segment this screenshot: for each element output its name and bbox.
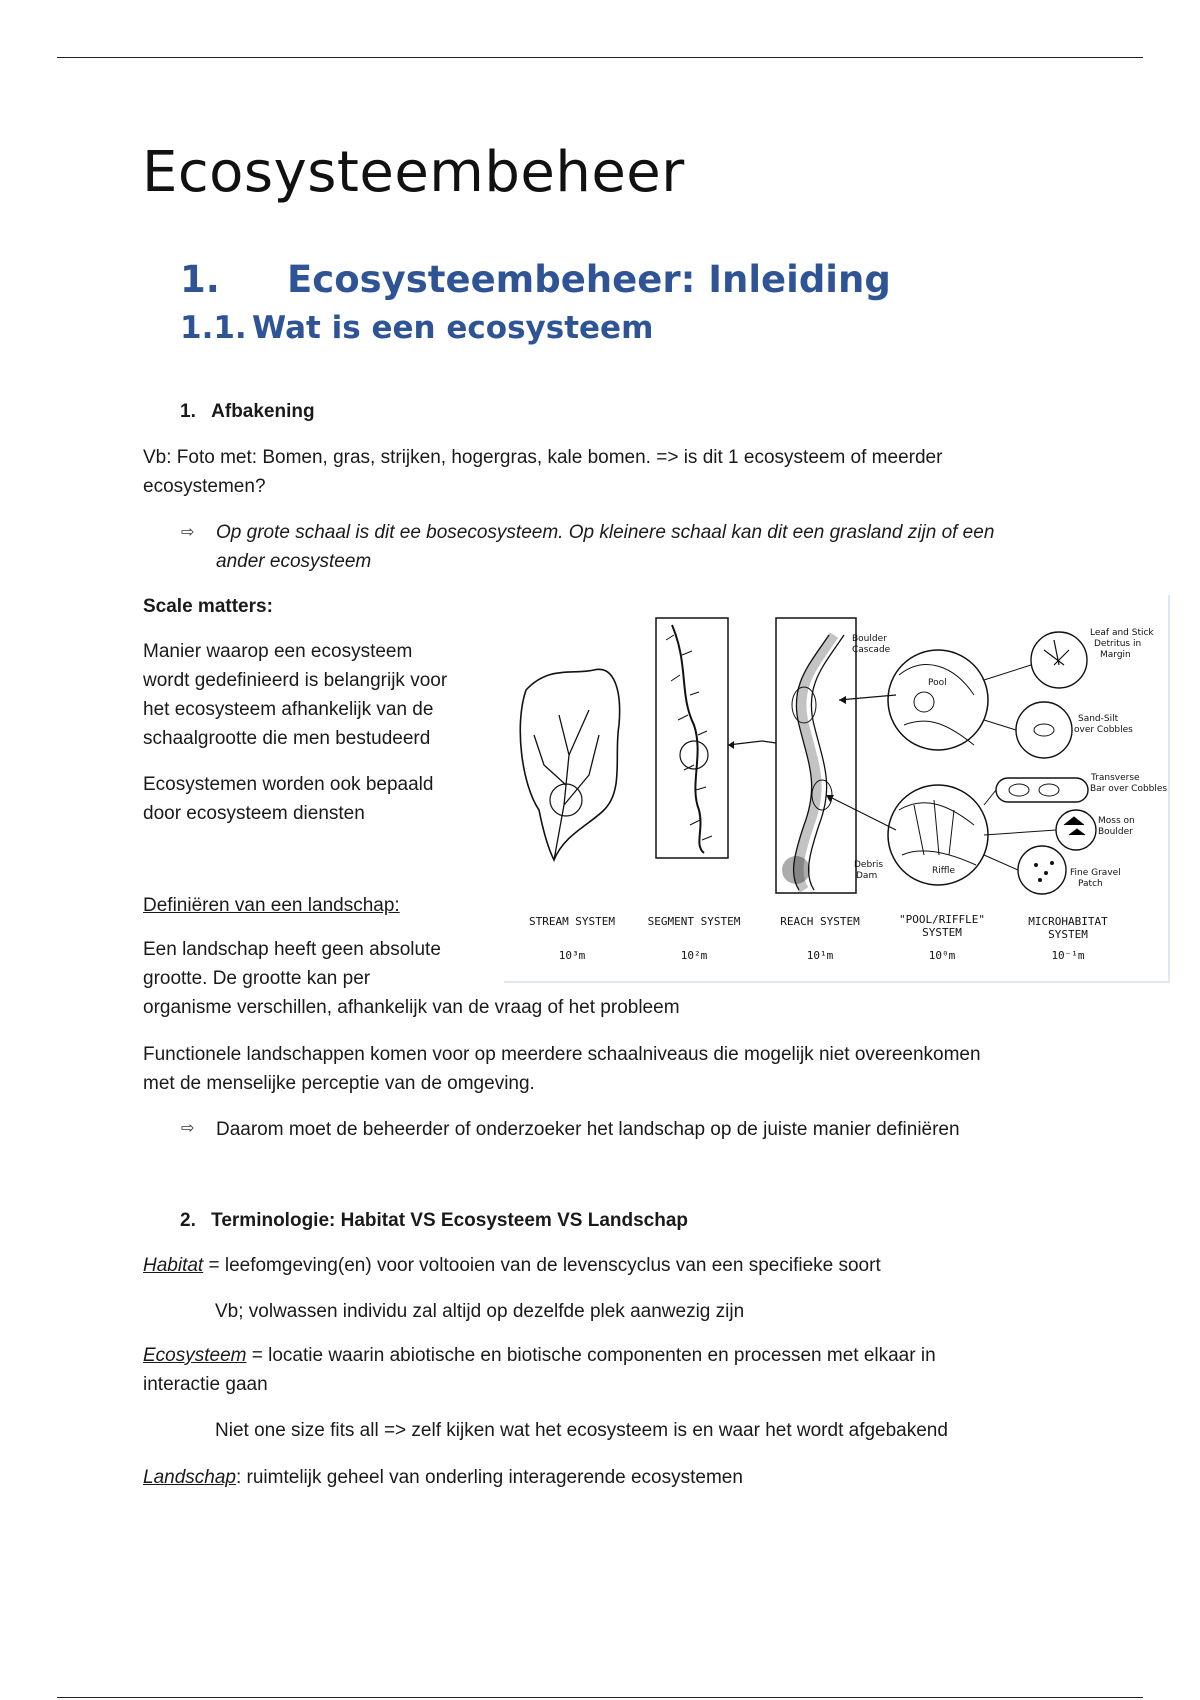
cobble-detail [1009, 784, 1029, 796]
gravel-dot [1034, 863, 1038, 867]
leaf-detritus-detail [1044, 640, 1069, 665]
riffle-detail [899, 800, 976, 865]
annotation-boulder: Boulder [852, 634, 887, 644]
gravel-dot [1038, 878, 1042, 882]
example-line-2: ecosystemen? [143, 476, 266, 497]
annotation-leaf-3: Margin [1100, 650, 1131, 660]
segment-riparian [666, 635, 712, 840]
scale-matters-heading: Scale matters: [143, 596, 273, 617]
scale-p1-line: Manier waarop een ecosysteem [143, 641, 413, 662]
annotation-gravel-2: Patch [1078, 879, 1103, 889]
annotation-moss-1: Moss on [1098, 816, 1135, 826]
landscape-p1-line: grootte. De grootte kan per [143, 968, 371, 989]
habitat-definition [143, 1251, 1103, 1280]
ecosystem-note: Niet one size fits all => zelf kijken wat het ecosysteem is en waar het wordt afgebakend [215, 1420, 948, 1441]
heading-2 [180, 310, 653, 346]
annotation-cascade: Cascade [852, 645, 891, 655]
scale-stream-system: 10³m [558, 949, 586, 962]
arrowhead [728, 741, 734, 749]
annotation-debris: Debris [854, 860, 884, 870]
scale-segment-system: 10²m [680, 949, 708, 962]
ecosystem-def-cont: interactie gaan [143, 1374, 268, 1395]
label-pool-riffle-system: "POOL/RIFFLE" [898, 913, 986, 926]
gravel-dot [1050, 861, 1054, 865]
scale-paragraph-2 [143, 770, 503, 828]
heading-2-number: 1.1. [180, 310, 247, 346]
bullet-scale-line-1: Op grote schaal is dit ee bosecosysteem. Op kleinere schaal kan dit een grasland zijn of een [216, 522, 995, 543]
annotation-transverse-1: Transverse [1091, 773, 1140, 783]
landscape-heading: Definiëren van een landschap: [143, 895, 400, 916]
moss-detail [1064, 817, 1085, 835]
section-1-heading [180, 397, 315, 426]
ecosystem-definition [143, 1341, 1103, 1399]
ecosystem-term: Ecosysteem [143, 1345, 247, 1366]
heading-2-text: Wat is een ecosysteem [252, 310, 654, 346]
stream-network [534, 710, 599, 860]
landscape-p2-line-2: met de menselijke perceptie van de omgeving. [143, 1073, 535, 1094]
landscape-paragraph-2 [143, 1040, 1103, 1098]
pool-stone [914, 692, 934, 712]
section-1-title: Afbakening [211, 401, 315, 422]
label-pool-riffle-system-2: SYSTEM [922, 926, 962, 939]
label-microhabitat-system: MICROHABITAT [1028, 915, 1108, 928]
microhabitat-connectors [984, 665, 1056, 870]
arrow-bullet-icon: ⇨ [181, 1120, 195, 1137]
sand-silt-circle [1016, 702, 1072, 758]
scale-p2-line: door ecosysteem diensten [143, 803, 365, 824]
scale-p2-line: Ecosystemen worden ook bepaald [143, 774, 434, 795]
cobble-detail [1039, 784, 1059, 796]
pool-circle [888, 650, 988, 750]
ecosystem-def-text: = locatie waarin abiotische en biotische componenten en processen met elkaar in [246, 1345, 936, 1366]
scale-p1-line: wordt gedefinieerd is belangrijk voor [143, 670, 448, 691]
annotation-gravel-1: Fine Gravel [1070, 868, 1121, 878]
annotation-transverse-2: Bar over Cobbles [1090, 784, 1168, 794]
scale-pool-riffle-system: 10⁰m [928, 949, 956, 962]
bullet-scale-note [216, 518, 1116, 576]
landscape-definition [143, 1463, 1103, 1492]
annotation-leaf-1: Leaf and Stick [1090, 628, 1154, 638]
habitat-term: Habitat [143, 1255, 204, 1276]
segment-focus-circle [680, 741, 708, 769]
label-reach-system: REACH SYSTEM [780, 915, 860, 928]
fine-gravel-circle [1018, 846, 1066, 894]
bullet-landscape-note: Daarom moet de beheerder of onderzoeker het landschap op de juiste manier definiëren [216, 1119, 960, 1140]
scale-reach-system: 10¹m [806, 949, 834, 962]
habitat-example: Vb; volwassen individu zal altijd op dezelfde plek aanwezig zijn [215, 1301, 745, 1322]
section-2-heading [180, 1206, 688, 1235]
landscape-paragraph-1 [143, 935, 503, 993]
example-line-1: Vb: Foto met: Bomen, gras, strijken, hogergras, kale bomen. => is dit 1 ecosysteem of meerder [143, 447, 943, 468]
footer-rule [57, 1697, 1143, 1698]
scale-paragraph-1 [143, 637, 503, 753]
arrow-line [762, 741, 776, 743]
annotation-dam: Dam [856, 871, 878, 881]
section-2-title: Terminologie: Habitat VS Ecosysteem VS Landschap [211, 1210, 689, 1231]
annotation-leaf-2: Detritus in [1094, 639, 1142, 649]
watershed-outline [520, 669, 619, 860]
cobble-detail [1034, 724, 1054, 736]
section-2-number: 2. [180, 1210, 196, 1231]
scale-p1-line: schaalgrootte die men bestudeerd [143, 728, 431, 749]
gravel-dot [1044, 871, 1048, 875]
stream-hierarchy-diagram [504, 595, 1168, 981]
segment-frame [656, 618, 728, 858]
segment-channel [672, 625, 704, 853]
example-paragraph [143, 443, 1103, 501]
heading-1-number: 1. [180, 258, 220, 301]
label-segment-system: SEGMENT SYSTEM [647, 915, 741, 928]
landscape-paragraph-1-cont: organisme verschillen, afhankelijk van de vraag of het probleem [143, 997, 680, 1018]
habitat-def-text: = leefomgeving(en) voor voltooien van de levenscyclus van een specifieke soort [203, 1255, 881, 1276]
heading-1 [180, 258, 891, 301]
heading-1-text: Ecosysteembeheer: Inleiding [287, 258, 891, 301]
annotation-sand-1: Sand-Silt [1078, 714, 1119, 724]
annotation-sand-2: over Cobbles [1074, 725, 1133, 735]
arrow-bullet-icon: ⇨ [181, 524, 195, 541]
section-1-number: 1. [180, 401, 196, 422]
header-rule [57, 57, 1143, 58]
debris-dam-mark [782, 856, 810, 884]
document-title: Ecosysteembeheer [142, 140, 685, 205]
pool-detail [899, 665, 974, 745]
landscape-p2-line-1: Functionele landschappen komen voor op meerdere schaalniveaus die mogelijk niet overeenkomen [143, 1044, 981, 1065]
label-microhabitat-system-2: SYSTEM [1048, 928, 1088, 941]
landscape-term: Landschap [143, 1467, 236, 1488]
annotation-riffle: Riffle [932, 866, 955, 876]
landscape-p1-line: Een landschap heeft geen absolute [143, 939, 441, 960]
annotation-moss-2: Boulder [1098, 827, 1133, 837]
scale-microhabitat-system: 10⁻¹m [1051, 949, 1085, 962]
arrowhead [839, 696, 846, 704]
label-stream-system: STREAM SYSTEM [528, 915, 616, 928]
annotation-pool: Pool [928, 678, 947, 688]
bullet-scale-line-2: ander ecosysteem [216, 551, 372, 572]
transverse-bar-pill [996, 778, 1088, 802]
stream-hierarchy-figure [504, 595, 1170, 983]
landscape-def-text: : ruimtelijk geheel van onderling interagerende ecosystemen [235, 1467, 743, 1488]
arrow-riffle-to-reach [826, 795, 896, 830]
scale-p1-line: het ecosysteem afhankelijk van de [143, 699, 434, 720]
